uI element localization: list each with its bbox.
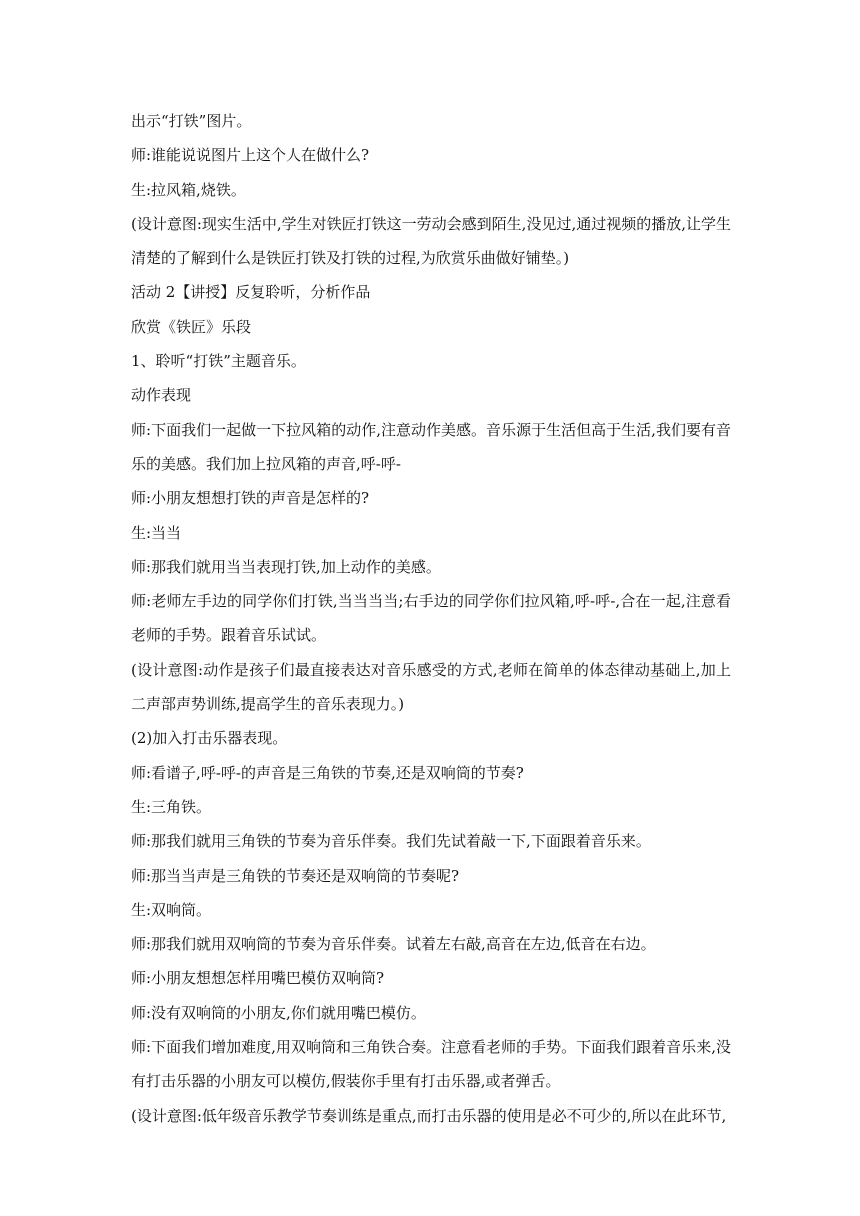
paragraph-teacher-sound-question: 师:小朋友想想打铁的声音是怎样的? <box>131 489 370 508</box>
paragraph-activity-heading: 活动 2【讲授】反复聆听，分析作品 <box>131 283 371 302</box>
document-body <box>131 104 731 1133</box>
paragraph-design-intent-3: (设计意图:低年级音乐教学节奏训练是重点,而打击乐器的使用是必不可少的,所以在此环节, <box>131 1106 727 1125</box>
paragraph-teacher-dangdang-question: 师:那当当声是三角铁的节奏还是双响筒的节奏呢? <box>131 866 460 885</box>
paragraph-design-intent-1: (设计意图:现实生活中,学生对铁匠打铁这一劳动会感到陌生,没见过,通过视频的播放,让学生清楚的了解到什么是铁匠打铁及打铁的过程,为欣赏乐曲做好铺垫。) <box>131 214 731 268</box>
paragraph-teacher-triangle: 师:那我们就用三角铁的节奏为音乐伴奏。我们先试着敲一下,下面跟着音乐来。 <box>131 832 651 851</box>
paragraph-teacher-tone-block: 师:那我们就用双响筒的节奏为音乐伴奏。试着左右敲,高音在左边,低音在右边。 <box>131 935 656 954</box>
paragraph-action-performance: 动作表现 <box>131 386 192 405</box>
paragraph-teacher-question: 师:谁能说说图片上这个人在做什么? <box>131 146 370 165</box>
paragraph-student-dangdang: 生:当当 <box>131 523 182 542</box>
paragraph-student-answer: 生:拉风箱,烧铁。 <box>131 180 246 199</box>
paragraph-show-picture: 出示“打铁”图片。 <box>131 112 252 130</box>
paragraph-teacher-score-question: 师:看谱子,呼-呼-的声音是三角铁的节奏,还是双响筒的节奏? <box>131 763 524 782</box>
paragraph-teacher-two-groups: 师:老师左手边的同学你们打铁,当当当当;右手边的同学你们拉风箱,呼-呼-,合在一起,注意看老师的手势。跟着音乐试试。 <box>131 592 731 645</box>
paragraph-design-intent-2: (设计意图:动作是孩子们最直接表达对音乐感受的方式,老师在简单的体态律动基础上,加上二声部声势训练,提高学生的音乐表现力。) <box>131 660 731 714</box>
paragraph-teacher-ensemble: 师:下面我们增加难度,用双响筒和三角铁合奏。注意看老师的手势。下面我们跟着音乐来,没有打击乐器的小朋友可以模仿,假装你手里有打击乐器,或者弹舌。 <box>131 1038 731 1091</box>
paragraph-appreciate-section: 欣赏《铁匠》乐段 <box>131 317 252 336</box>
paragraph-student-triangle: 生:三角铁。 <box>131 797 212 816</box>
paragraph-student-tone-block: 生:双响筒。 <box>131 900 212 919</box>
paragraph-teacher-bellows: 师:下面我们一起做一下拉风箱的动作,注意动作美感。音乐源于生活但高于生活,我们要有音乐的美感。我们加上拉风箱的声音,呼-呼- <box>131 420 731 473</box>
paragraph-listen-theme: 1、聆听“打铁”主题音乐。 <box>131 352 306 371</box>
paragraph-teacher-dangdang: 师:那我们就用当当表现打铁,加上动作的美感。 <box>131 557 441 576</box>
paragraph-teacher-mouth-imitate: 师:没有双响筒的小朋友,你们就用嘴巴模仿。 <box>131 1003 426 1022</box>
paragraph-teacher-mouth-question: 师:小朋友想想怎样用嘴巴模仿双响筒? <box>131 969 385 988</box>
paragraph-add-percussion: (2)加入打击乐器表现。 <box>131 729 288 748</box>
